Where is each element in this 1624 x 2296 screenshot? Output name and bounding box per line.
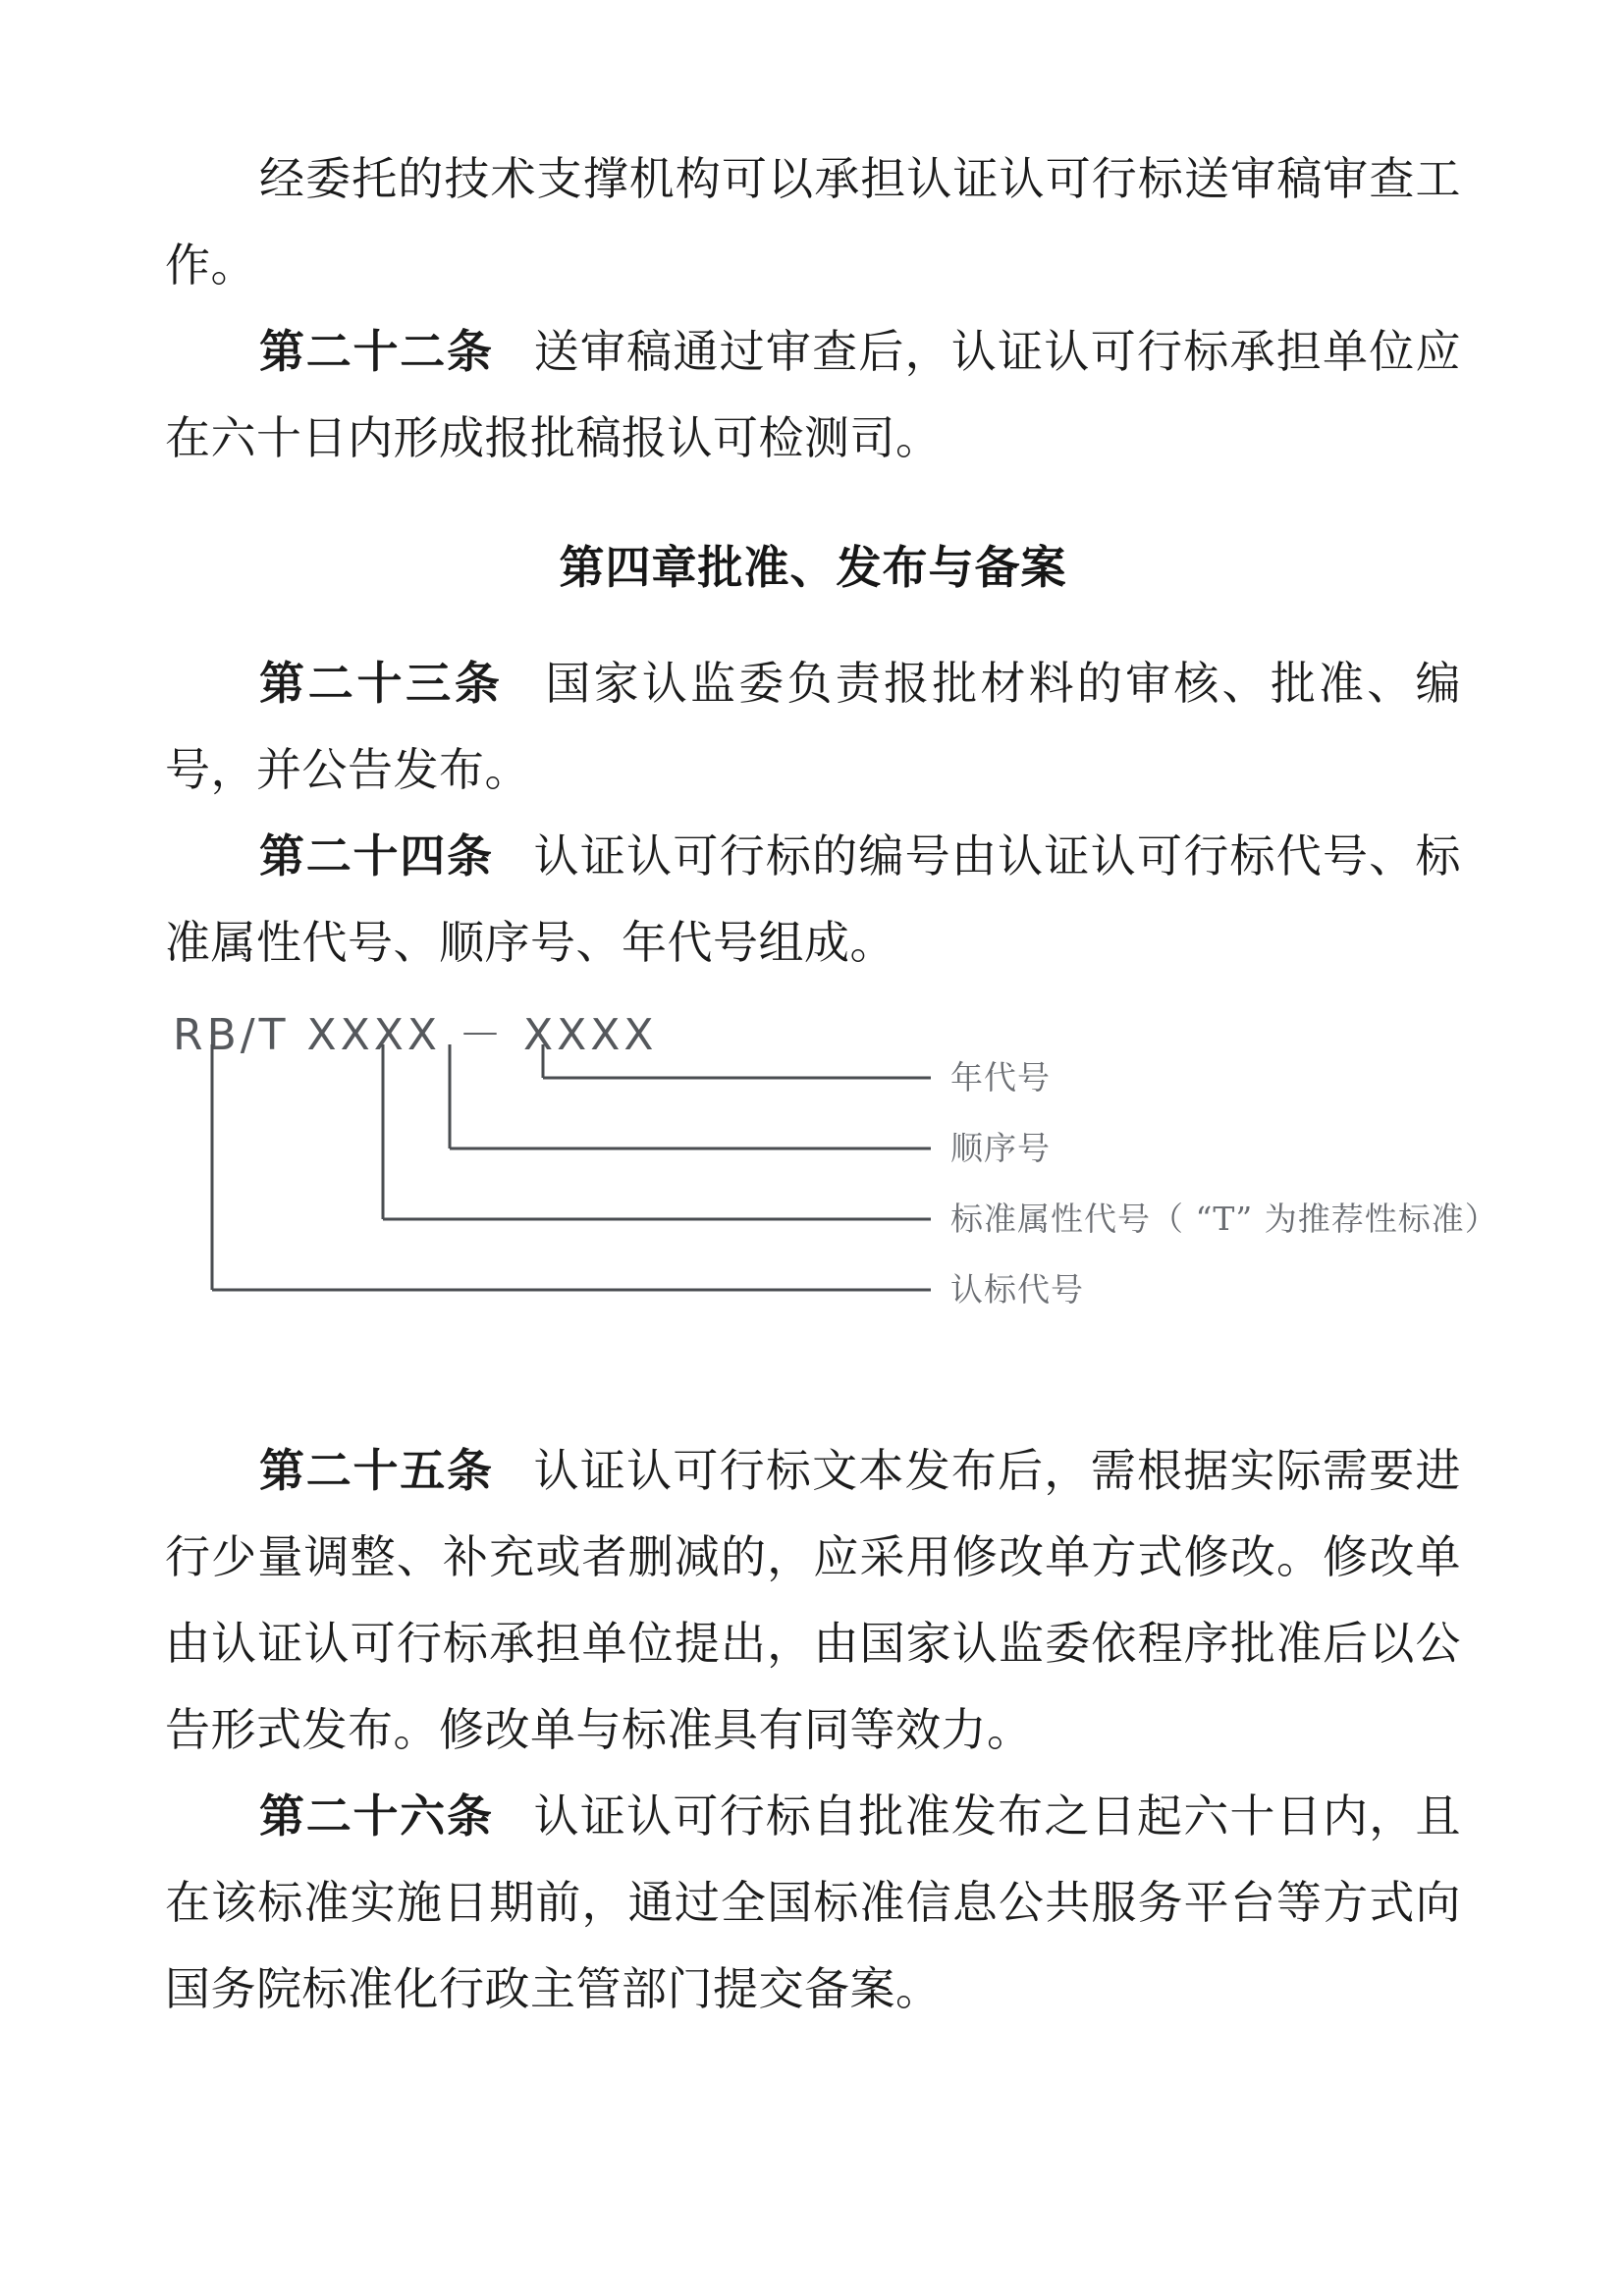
article-24-label: 第二十四条 bbox=[259, 829, 494, 882]
article-22-body: 送审稿通过审查后，认证认可行标承担单位应在六十日内形成报批稿报认可检测司。 bbox=[165, 325, 1462, 464]
diagram-label-sequence-number: 顺序号 bbox=[950, 1129, 1051, 1167]
article-26-label: 第二十六条 bbox=[259, 1789, 494, 1842]
diagram-label-attribute-code: 标准属性代号（ “T” 为推荐性标准） bbox=[950, 1200, 1498, 1238]
diagram-leader-lines bbox=[165, 999, 1461, 1294]
article-25-label: 第二十五条 bbox=[259, 1444, 494, 1497]
article-23-label: 第二十三条 bbox=[259, 657, 504, 710]
diagram-label-year-code: 年代号 bbox=[950, 1058, 1051, 1096]
article-24-paragraph bbox=[165, 813, 1461, 986]
paragraph-tech-support: 经委托的技术支撑机构可以承担认证认可行标送审稿审查工作。 bbox=[165, 152, 1461, 292]
standard-number-diagram bbox=[165, 999, 1498, 1308]
article-25-paragraph bbox=[165, 1427, 1461, 1773]
article-26-paragraph bbox=[165, 1773, 1461, 2032]
standard-number-example: RB/T XXXX － XXXX bbox=[173, 1010, 658, 1060]
page-content bbox=[165, 135, 1498, 2032]
article-23-body: 国家认监委负责报批材料的审核、批准、编号，并公告发布。 bbox=[165, 657, 1462, 796]
article-23-paragraph bbox=[165, 640, 1461, 813]
article-22-paragraph bbox=[165, 308, 1461, 481]
article-25-body: 认证认可行标文本发布后，需根据实际需要进行少量调整、补充或者删减的，应采用修改单方式修改。修改单由认证认可行标承担单位提出，由国家认监委依程序批准后以公告形式发布。修改单与标准具有同等效力。 bbox=[165, 1444, 1462, 1756]
diagram-label-mark-code: 认标代号 bbox=[950, 1270, 1084, 1308]
article-24-body: 认证认可行标的编号由认证认可行标代号、标准属性代号、顺序号、年代号组成。 bbox=[165, 829, 1462, 969]
chapter-heading: 第四章批准、发布与备案 bbox=[559, 541, 1067, 594]
article-22-label: 第二十二条 bbox=[259, 325, 494, 378]
article-26-body: 认证认可行标自批准发布之日起六十日内，且在该标准实施日期前，通过全国标准信息公共服务平台等方式向国务院标准化行政主管部门提交备案。 bbox=[165, 1789, 1462, 2015]
diagram-bottom-spacer bbox=[165, 1333, 1461, 1427]
